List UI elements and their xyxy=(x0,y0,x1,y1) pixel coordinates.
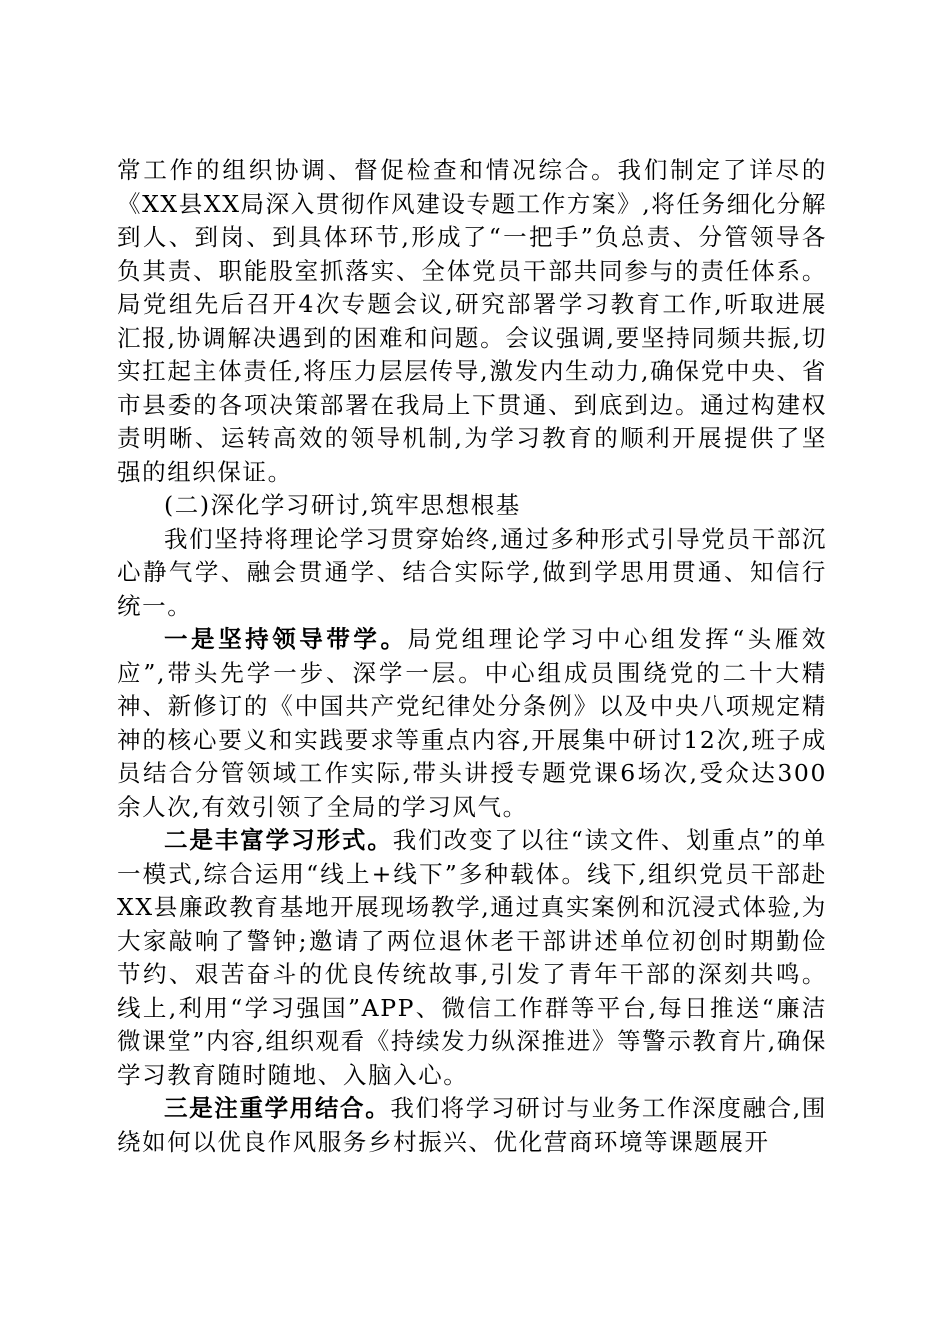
item-study-application-lead: 三是注重学用结合。 xyxy=(164,1094,391,1122)
item-study-application xyxy=(117,1092,827,1159)
item-leader-study xyxy=(117,623,827,824)
section-heading: (二)深化学习研讨,筑牢思想根基 xyxy=(164,491,521,519)
item-leader-study-lead: 一是坚持领导带学。 xyxy=(164,625,408,653)
item-study-application-body: 我们将学习研讨与业务工作深度融合,围绕如何以优良作风服务乡村振兴、优化营商环境等课题展开 xyxy=(117,1094,827,1156)
item-study-forms-body: 我们改变了以往“读文件、划重点”的单一模式,综合运用“线上+线下”多种载体。线下,组织党员干部赴XX县廉政教育基地开展现场教学,通过真实案例和沉浸式体验,为大家敲响了警钟;邀请了两位退休老干部讲述单位初创时期勤俭节约、艰苦奋斗的优良传统故事,引发了青年干部的深刻共鸣。线上,利用“学习强国”APP、微信工作群等平台,每日推送“廉洁微课堂”内容,组织观看《持续发力纵深推进》等警示教育片,确保学习教育随时随地、入脑入心。 xyxy=(117,826,827,1089)
item-study-forms-lead: 二是丰富学习形式。 xyxy=(164,826,393,854)
paragraph-study-intro: 我们坚持将理论学习贯穿始终,通过多种形式引导党员干部沉心静气学、融会贯通学、结合实际学,做到学思用贯通、知信行统一。 xyxy=(117,524,827,620)
document-body xyxy=(117,154,827,1159)
item-study-forms xyxy=(117,824,827,1092)
item-leader-study-body: 局党组理论学习中心组发挥“头雁效应”,带头先学一步、深学一层。中心组成员围绕党的二十大精神、新修订的《中国共产党纪律处分条例》以及中央八项规定精神的核心要义和实践要求等重点内容,开展集中研讨12次,班子成员结合分管领域工作实际,带头讲授专题党课6场次,受众达300余人次,有效引领了全局的学习风气。 xyxy=(117,625,827,821)
paragraph-leadership-mechanism: 常工作的组织协调、督促检查和情况综合。我们制定了详尽的《XX县XX局深入贯彻作风建设专题工作方案》,将任务细化分解到人、到岗、到具体环节,形成了“一把手”负总责、分管领导各负其责、职能股室抓落实、全体党员干部共同参与的责任体系。局党组先后召开4次专题会议,研究部署学习教育工作,听取进展汇报,协调解决遇到的困难和问题。会议强调,要坚持同频共振,切实扛起主体责任,将压力层层传导,激发内生动力,确保党中央、省市县委的各项决策部署在我局上下贯通、到底到边。通过构建权责明晰、运转高效的领导机制,为学习教育的顺利开展提供了坚强的组织保证。 xyxy=(117,156,827,486)
